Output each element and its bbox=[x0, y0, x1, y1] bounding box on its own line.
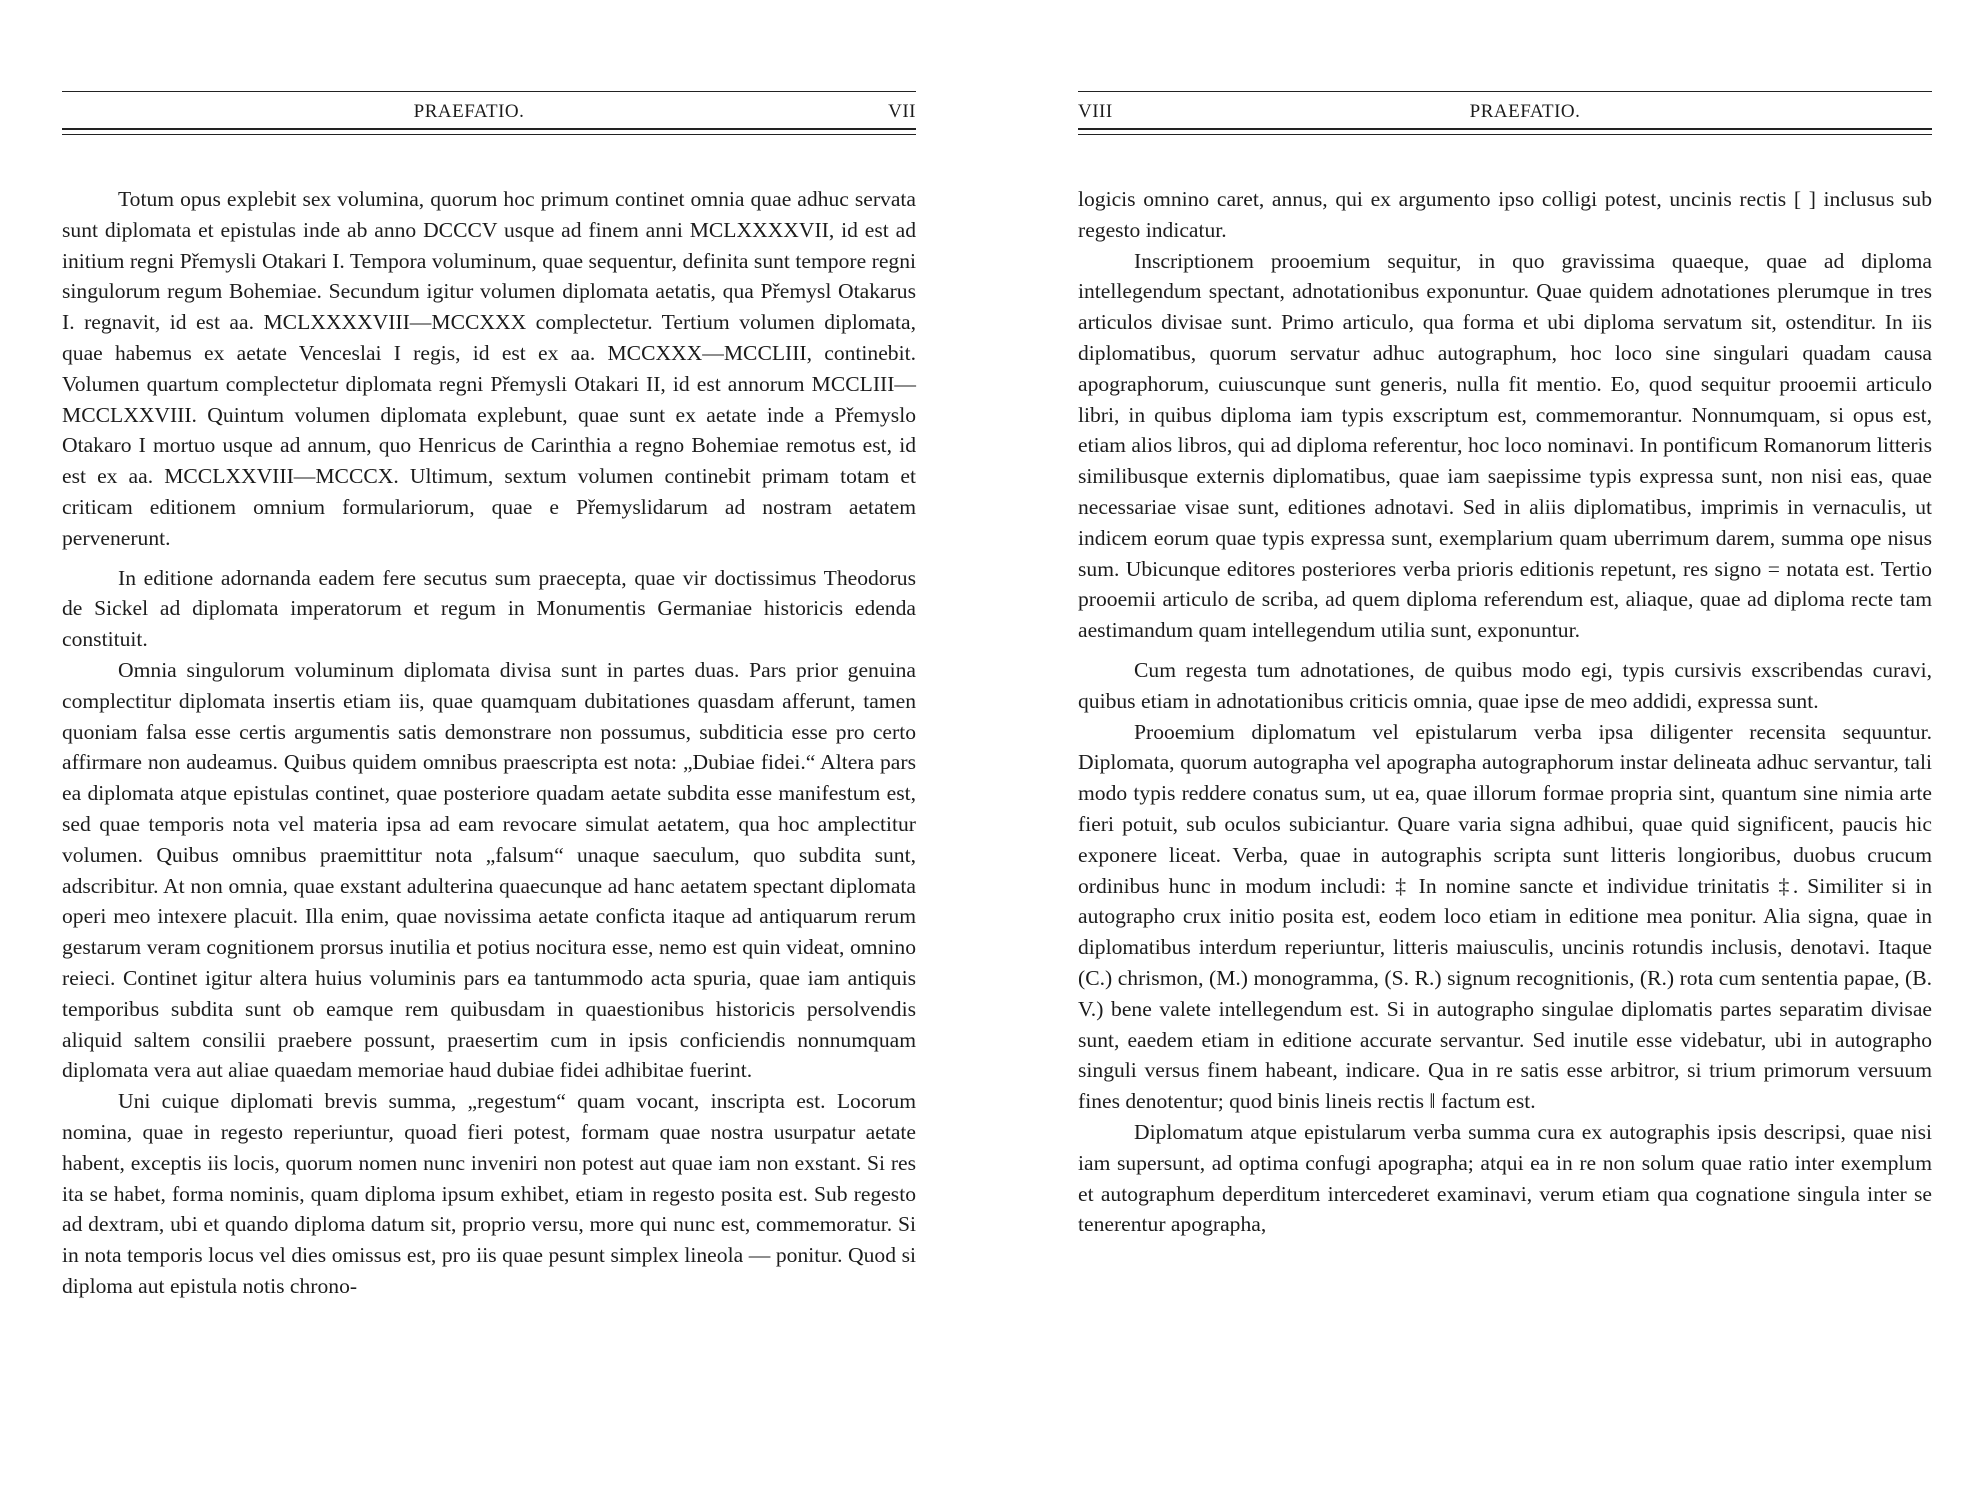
paragraph: Prooemium diplomatum vel epistularum verba ipsa diligenter recensita sequuntur. Diplomata, quorum autographa vel apographa autographorum instar delineata adhuc servantur, tali modo typis reddere conatus sum, ut ea, quae illorum formae propria sint, quantum sine nimia arte fieri potuit, sub oculos subiciantur. Quare varia signa adhibui, quae quid significent, paucis hic exponere liceat. Verba, quae in autographis scripta sunt litteris longioribus, duobus crucum ordinibus hunc in modum includi: ‡ In nomine sancte et individue trinitatis ‡. Similiter si in autographo crux initio posita est, eodem loco etiam in editione mea ponitur. Alia signa, quae in diplomatibus interdum reperiuntur, litteris maiusculis, uncinis rotundis inclusis, denotavi. Itaque (C.) chrismon, (M.) monogramma, (S. R.) signum recognitionis, (R.) rota cum sententia papae, (B. V.) bene valete intellegendum est. Si in autographo singulae diplomatis partes separatim divisae sunt, eaedem etiam in editione accurate servantur. Sed inutile esse videbatur, ubi in autographo singuli versus finem habeant, indicare. Qua in re satis esse arbitror, si trium primorum versuum fines denotentur; quod binis lineis rectis ‖ factum est. bbox=[1078, 719, 1932, 1114]
header-rule-double bbox=[1078, 128, 1932, 130]
page-body bbox=[1078, 184, 1932, 1240]
paragraph: Cum regesta tum adnotationes, de quibus modo egi, typis cursivis exscribendas curavi, quibus etiam in adnotationibus criticis omnia, quae ipse de meo addidi, expressa sunt. bbox=[1078, 657, 1932, 713]
paragraph: Omnia singulorum voluminum diplomata divisa sunt in partes duas. Pars prior genuina complectitur diplomata insertis etiam iis, quae quamquam dubitationes quasdam afferunt, tamen quoniam falsa esse certis argumentis satis demonstrare non possumus, subditicia esse pro certo affirmare non audeamus. Quibus quidem omnibus praescripta est nota: „Dubiae fidei.“ Altera pars ea diplomata atque epistulas continet, quae posteriore quadam aetate subdita esse manifestum est, sed quae temporis nota vel materia ipsa ad eam revocare simulat aetatem, qua hoc amplectitur volumen. Quibus omnibus praemittitur nota „falsum“ unaque saeculum, quo subdita sunt, adscribitur. At non omnia, quae exstant adulterina quaecunque ad hanc aetatem spectant diplomata operi meo intexere placuit. Illa enim, quae novissima aetate conficta itaque ad antiquarum rerum gestarum veram cognitionem prorsus inutilia et potius nocitura esse, nemo est quin videat, omnino reieci. Continet igitur altera huius voluminis pars ea tantummodo acta spuria, quae iam antiquis temporibus subdita sunt ob eamque rem quibusdam in quaestionibus historicis persolvendis aliquid saltem consilii praebere possunt, praesertim cum in ipsis conficiendis nonnumquam diplomata vera aut aliae quaedam memoriae haud dubiae fidei adhibitae fuerint. bbox=[62, 657, 916, 1083]
page-body bbox=[62, 184, 916, 1302]
paragraph: Uni cuique diplomati brevis summa, „regestum“ quam vocant, inscripta est. Locorum nomina, quae in regesto reperiuntur, quoad fieri potest, formam quae nostra usurpatur aetate habent, exceptis iis locis, quorum nomen nunc inveniri non potest aut quae iam non exstant. Si res ita se habet, forma nominis, quam diploma ipsum exhibet, etiam in regesto posita est. Sub regesto ad dextram, ubi et quando diploma datum sit, proprio versu, more qui nunc est, commemoratur. Si in nota temporis locus vel dies omissus est, pro iis quae pesunt simplex lineola — ponitur. Quod si diploma aut epistula notis chrono- bbox=[62, 1089, 916, 1298]
paragraph: Diplomatum atque epistularum verba summa cura ex autographis ipsis descripsi, quae nisi iam supersunt, ad optima confugi apographa; atqui ea in re non solum quae ratio inter exemplum et autographum deperditum intercederet examinavi, verum etiam qua cognatione singula inter se tenerentur apographa, bbox=[1078, 1119, 1932, 1237]
paragraph: logicis omnino caret, annus, qui ex argumento ipso colligi potest, uncinis rectis [ ] inclusus sub regesto indicatur. bbox=[1078, 187, 1932, 242]
header-rule-double-thin bbox=[62, 134, 916, 135]
running-title: PRAEFATIO. bbox=[413, 101, 525, 122]
paragraph: In editione adornanda eadem fere secutus sum praecepta, quae vir doctissimus Theodorus de Sickel ad diplomata imperatorum et regum in Monumentis Germaniae historicis edenda constituit. bbox=[62, 565, 916, 652]
paragraph: Totum opus explebit sex volumina, quorum hoc primum continet omnia quae adhuc servata sunt diplomata et epistulas inde ab anno DCCCV usque ad finem anni MCLXXXXVII, id est ad initium regni Přemysli Otakari I. Tempora voluminum, quae sequentur, definita sunt tempore regni singulorum regum Bohemiae. Secundum igitur volumen diplomata aetatis, qua Přemysl Otakarus I. regnavit, id est aa. MCLXXXXVIII—MCCXXX complectetur. Tertium volumen diplomata, quae habemus ex aetate Venceslai I regis, id est ex aa. MCCXXX—MCCLIII, continebit. Volumen quartum complectetur diplomata regni Přemysli Otakari II, id est annorum MCCLIII—MCCLXXVIII. Quintum volumen diplomata explebunt, quae sunt ex aetate inde a Přemyslo Otakaro I mortuo usque ad annum, quo Henricus de Carinthia a regno Bohemiae remotus est, id est ex aa. MCCLXXVIII—MCCCX. Ultimum, sextum volumen continebit primam totam et criticam editionem omnium formulariorum, quae e Přemyslidarum ad nostram aetatem pervenerunt. bbox=[62, 187, 916, 550]
page-number: VIII bbox=[1078, 101, 1113, 122]
running-title: PRAEFATIO. bbox=[1469, 101, 1581, 122]
running-header bbox=[1078, 101, 1932, 125]
header-rule-double bbox=[62, 128, 916, 130]
running-header bbox=[62, 101, 916, 125]
page-number: VII bbox=[888, 101, 916, 122]
header-rule-top bbox=[62, 91, 916, 92]
header-rule-top bbox=[1078, 91, 1932, 92]
header-rule-double-thin bbox=[1078, 134, 1932, 135]
paragraph: Inscriptionem prooemium sequitur, in quo gravissima quaeque, quae ad diploma intellegendum spectant, adnotationibus exponuntur. Quae quidem adnotationes plerumque in tres articulos divisae sunt. Primo articulo, qua forma et ubi diploma servatum sit, ostenditur. In iis diplomatibus, quorum servatur adhuc autographum, hoc loco sine singulari quadam causa apographorum, cuiuscunque sunt generis, nulla fit mentio. Eo, quod sequitur prooemii articulo libri, in quibus diploma iam typis exscriptum est, commemorantur. Nonnumquam, si opus est, etiam alios libros, qui ad diploma referentur, hoc loco nominavi. In pontificum Romanorum litteris similibusque externis diplomatibus, quae iam saepissime typis expressa sunt, non nisi eas, quae necessariae visae sunt, editiones adnotavi. Sed in aliis diplomatibus, imprimis in vernaculis, ut indicem eorum quae typis expressa sunt, exemplarium quam uberrimum darem, summa ope nisus sum. Ubicunque editores posteriores verba prioris editionis repetunt, res signo = notata est. Tertio prooemii articulo de scriba, ad quem diploma referendum est, aliaque, quae ad diploma recte tam aestimandum quam intellegendum utilia sunt, exponuntur. bbox=[1078, 248, 1932, 643]
